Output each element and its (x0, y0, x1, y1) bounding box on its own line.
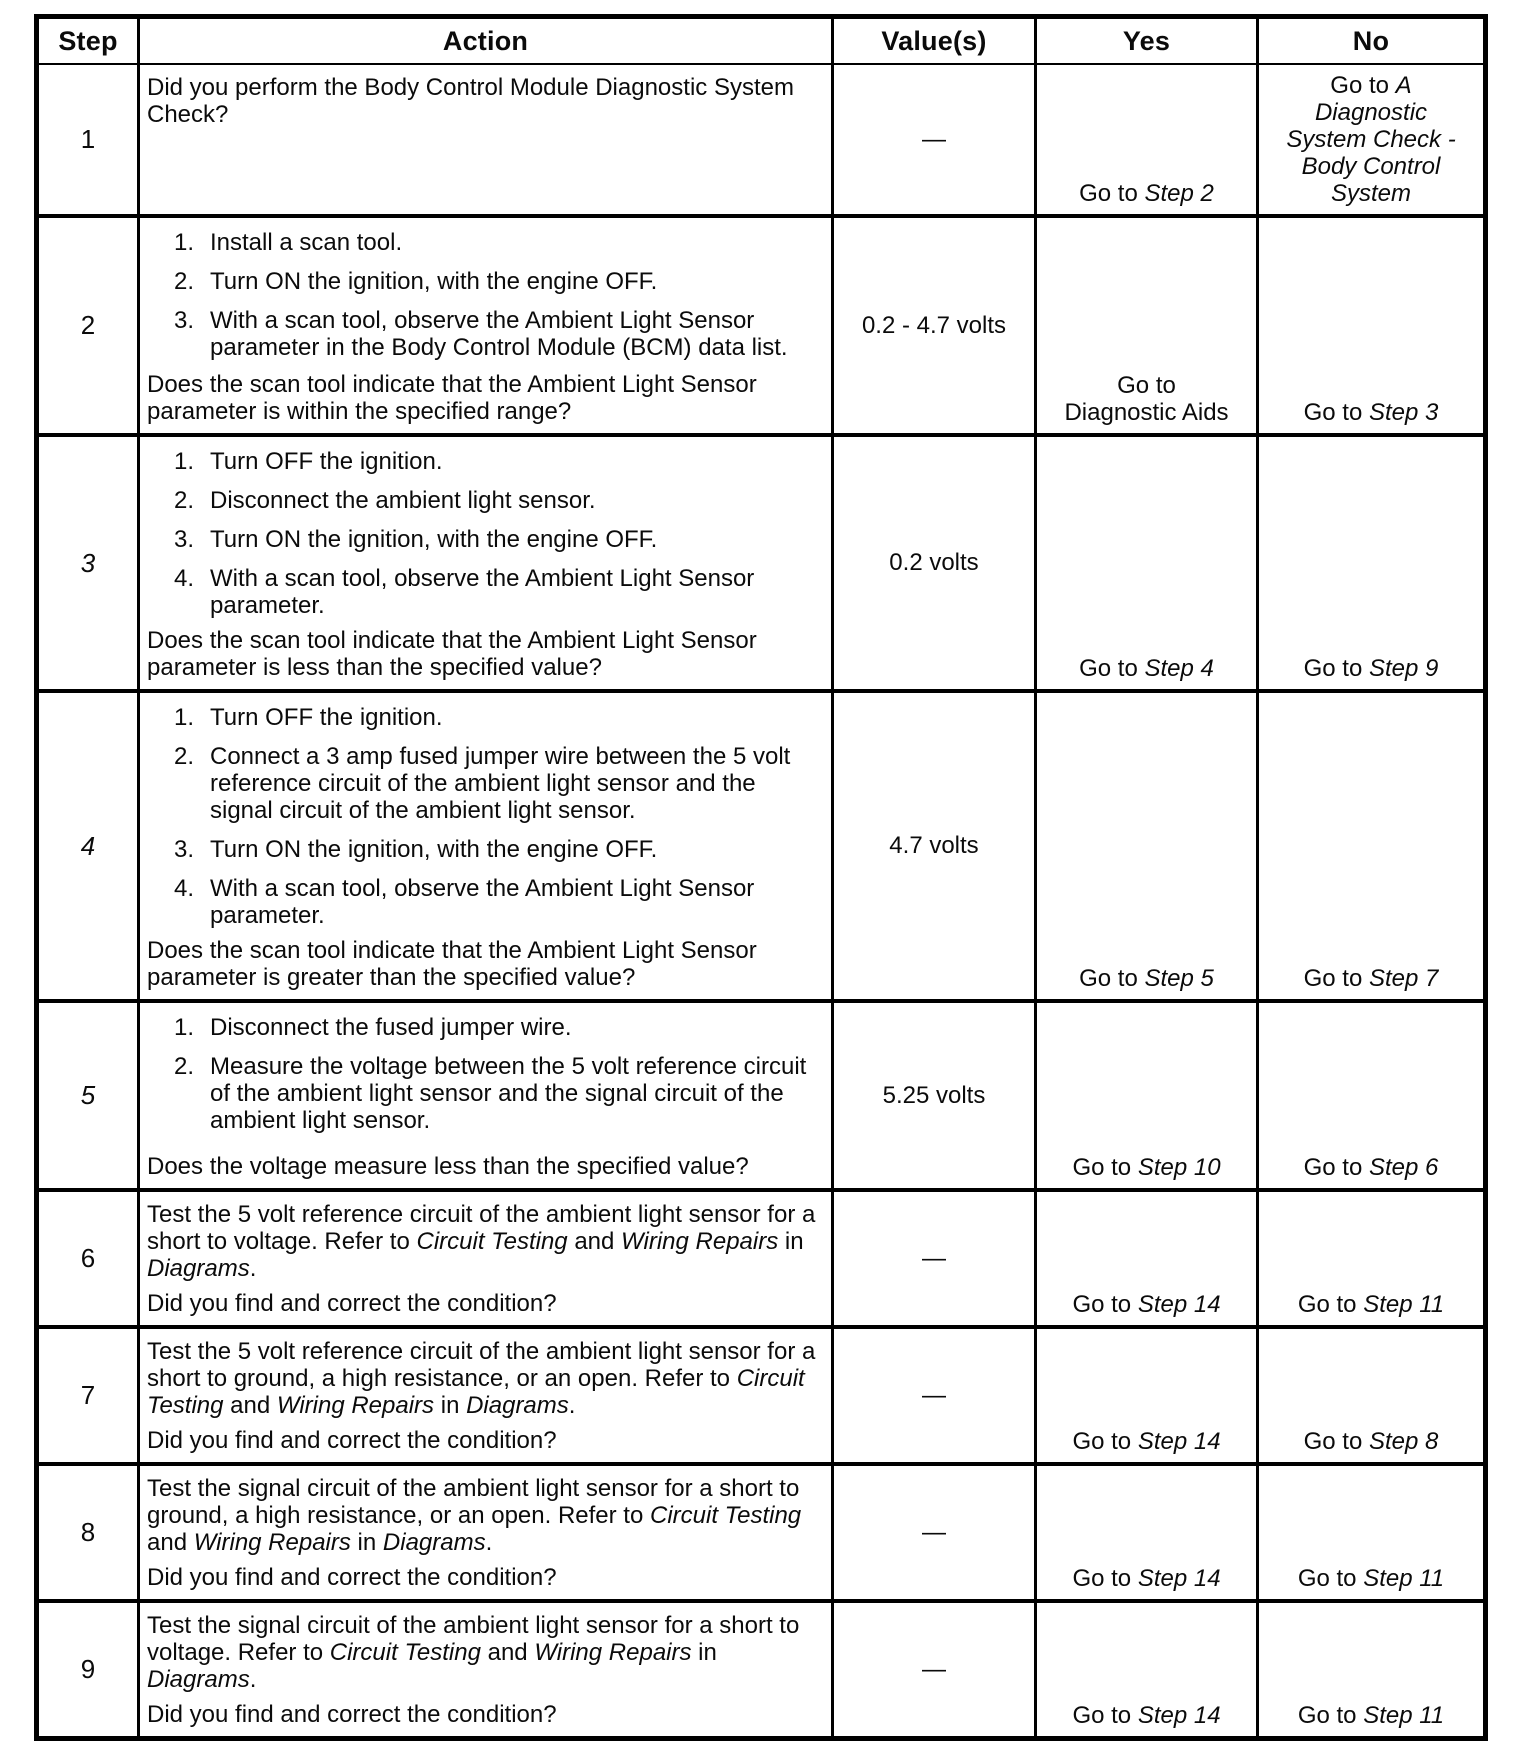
step-number: 8 (80, 1517, 96, 1547)
text-segment: in (778, 1228, 804, 1255)
text-segment: in (350, 1529, 383, 1556)
no-cell (1256, 65, 1483, 214)
step-number-cell (39, 437, 137, 689)
text-segment: Go to (1297, 1291, 1364, 1318)
text-segment: Step 5 (1144, 965, 1214, 992)
yes-cell (1034, 437, 1256, 689)
text-segment: Diagnostic (1314, 99, 1428, 126)
table-header-row (39, 19, 1483, 65)
table-row (39, 433, 1483, 689)
goto-text (1072, 1565, 1220, 1592)
table-row (39, 1188, 1483, 1325)
value-text: — (922, 1518, 946, 1546)
list-item-text (210, 448, 821, 475)
yes-cell (1034, 1603, 1256, 1736)
list-item-text (210, 229, 821, 256)
text-segment: in (434, 1392, 467, 1419)
list-item (147, 565, 821, 619)
action-cell (137, 218, 831, 433)
list-item-text (210, 1014, 821, 1041)
yes-cell (1034, 1466, 1256, 1599)
text-segment: Did you find and correct the condition? (147, 1564, 557, 1591)
list-item-text (210, 1053, 821, 1134)
column-header-values: Value(s) (831, 19, 1034, 63)
list-item-number: 1. (174, 704, 195, 731)
text-segment: Go to (1303, 1154, 1369, 1181)
step-number: 7 (80, 1380, 96, 1410)
no-cell (1256, 1603, 1483, 1736)
value-text: — (922, 125, 946, 153)
text-segment: Turn OFF the ignition. (210, 704, 443, 731)
table-row (39, 689, 1483, 999)
text-segment: Turn ON the ignition, with the engine OFF. (210, 268, 658, 295)
table-row (39, 1599, 1483, 1736)
action-paragraph (147, 627, 821, 681)
action-cell (137, 1603, 831, 1736)
text-segment: Does the voltage measure less than the specified value? (147, 1153, 749, 1180)
yes-cell (1034, 1329, 1256, 1462)
value-text: 0.2 volts (889, 549, 979, 576)
text-segment: With a scan tool, observe the Ambient Light Sensor parameter. (210, 565, 755, 619)
step-number-cell (39, 1329, 137, 1462)
list-item-text (210, 704, 821, 731)
step-number-cell (39, 1603, 137, 1736)
yes-cell (1034, 693, 1256, 999)
text-segment: Step 7 (1368, 965, 1439, 992)
value-cell (831, 1192, 1034, 1325)
goto-text (1286, 72, 1455, 207)
text-segment: Go to (1072, 1702, 1138, 1729)
list-item (147, 743, 821, 824)
action-cell (137, 693, 831, 999)
yes-cell (1034, 218, 1256, 433)
text-segment: Step 6 (1368, 1154, 1439, 1181)
text-segment: With a scan tool, observe the Ambient Light Sensor parameter. (210, 875, 755, 929)
text-segment: Step 10 (1137, 1154, 1221, 1181)
step-number: 9 (80, 1654, 96, 1684)
list-item-number: 3. (174, 526, 195, 553)
list-item-text (210, 836, 821, 863)
goto-text (1079, 965, 1214, 992)
table-row (39, 65, 1483, 214)
action-paragraph (147, 1153, 821, 1180)
value-cell (831, 1329, 1034, 1462)
no-cell (1256, 218, 1483, 433)
text-segment: Go to (1072, 1291, 1138, 1318)
yes-cell (1034, 65, 1256, 214)
text-segment: Go to (1072, 1428, 1138, 1455)
action-paragraph (147, 1564, 821, 1591)
text-segment: Did you find and correct the condition? (147, 1290, 557, 1317)
list-item-number: 1. (174, 448, 195, 475)
numbered-list (147, 448, 821, 619)
text-segment: Diagrams (147, 1666, 250, 1693)
goto-text (1304, 965, 1439, 992)
text-segment: Connect a 3 amp fused jumper wire between the 5 volt reference circuit of the ambient light sensor and the signal circuit of the ambient light sensor. (210, 743, 791, 824)
step-number-cell (39, 1466, 137, 1599)
diagnostic-table (34, 14, 1488, 1741)
step-number-cell (39, 65, 137, 214)
action-paragraph (147, 1475, 821, 1556)
step-number-cell (39, 1003, 137, 1188)
action-paragraph (147, 1612, 821, 1693)
no-cell (1256, 1192, 1483, 1325)
text-segment: Wiring Repairs (276, 1392, 435, 1419)
text-segment: Go to (1303, 1428, 1369, 1455)
action-cell (137, 1329, 831, 1462)
yes-cell (1034, 1192, 1256, 1325)
list-item-text (210, 487, 821, 514)
text-segment: Disconnect the ambient light sensor. (210, 487, 596, 514)
list-item-text (210, 875, 821, 929)
text-segment: A (1395, 72, 1412, 99)
goto-text (1072, 1291, 1220, 1318)
text-segment: Does the scan tool indicate that the Ambient Light Sensor parameter is within the specified range? (147, 371, 757, 425)
text-segment: Test the 5 volt reference circuit of the ambient light sensor for a short to ground, a high resistance, or an open. Refer to (147, 1338, 816, 1392)
text-segment: Disconnect the fused jumper wire. (210, 1014, 572, 1041)
table-row (39, 214, 1483, 433)
list-item-text (210, 743, 821, 824)
goto-text (1079, 655, 1214, 682)
list-item (147, 487, 821, 514)
action-paragraph (147, 1338, 821, 1419)
list-item (147, 836, 821, 863)
list-item-number: 2. (174, 743, 195, 770)
list-item-text (210, 526, 821, 553)
goto-text (1298, 1702, 1444, 1729)
no-cell (1256, 1466, 1483, 1599)
text-segment: Diagrams (466, 1392, 569, 1419)
list-item (147, 875, 821, 929)
action-cell (137, 1192, 831, 1325)
text-segment: Circuit Testing (329, 1639, 481, 1666)
table-row (39, 999, 1483, 1188)
text-segment: and (567, 1228, 622, 1255)
text-segment: Go to (1079, 655, 1145, 682)
goto-text (1064, 372, 1228, 426)
value-cell (831, 1003, 1034, 1188)
text-segment: Step 14 (1137, 1702, 1221, 1729)
value-cell (831, 1603, 1034, 1736)
text-segment: and (223, 1392, 277, 1419)
text-segment: Measure the voltage between the 5 volt reference circuit of the ambient light sensor and the signal circuit of the ambient light sensor. (210, 1053, 807, 1134)
step-number: 2 (80, 310, 96, 340)
text-segment: Body Control (1301, 153, 1441, 180)
text-segment: . (485, 1529, 493, 1556)
list-item-number: 4. (174, 875, 195, 902)
goto-text (1298, 1291, 1444, 1318)
step-number: 4 (80, 830, 96, 861)
text-segment: Turn ON the ignition, with the engine OFF. (210, 836, 658, 863)
text-segment: Does the scan tool indicate that the Ambient Light Sensor parameter is less than the specified value? (147, 627, 757, 681)
text-segment: Circuit Testing (147, 1365, 805, 1419)
value-cell (831, 1466, 1034, 1599)
text-segment: Turn OFF the ignition. (210, 448, 443, 475)
step-number: 6 (80, 1243, 96, 1273)
action-paragraph (147, 1427, 821, 1454)
action-cell (137, 1466, 831, 1599)
list-item-number: 2. (174, 1053, 195, 1080)
text-segment: Wiring Repairs (534, 1639, 692, 1666)
goto-text (1072, 1428, 1220, 1455)
text-segment: Wiring Repairs (621, 1228, 779, 1255)
text-segment: Go to (1297, 1565, 1364, 1592)
value-cell (831, 218, 1034, 433)
text-segment: Go to (1303, 965, 1369, 992)
list-item-number: 3. (174, 836, 195, 863)
text-segment: Diagrams (147, 1255, 250, 1282)
action-cell (137, 1003, 831, 1188)
text-segment: Step 14 (1137, 1565, 1221, 1592)
list-item (147, 448, 821, 475)
text-segment: Go to (1303, 655, 1369, 682)
text-segment: Step 3 (1368, 399, 1439, 426)
text-segment: Go to (1072, 1565, 1138, 1592)
value-text: — (922, 1381, 946, 1409)
text-segment: . (568, 1392, 576, 1419)
step-number: 1 (80, 124, 96, 154)
list-item (147, 704, 821, 731)
text-segment: Go to (1079, 180, 1145, 207)
list-item-text (210, 565, 821, 619)
list-item (147, 1014, 821, 1041)
table-row (39, 1462, 1483, 1599)
goto-text (1304, 655, 1439, 682)
list-item-number: 3. (174, 307, 195, 334)
column-header-no: No (1256, 19, 1483, 63)
text-segment: in (691, 1639, 717, 1666)
list-item-number: 2. (174, 487, 195, 514)
text-segment: Test the 5 volt reference circuit of the ambient light sensor for a short to voltage. Refer to (147, 1201, 816, 1255)
goto-text (1298, 1565, 1444, 1592)
value-text: — (922, 1244, 946, 1272)
step-number: 5 (80, 1080, 96, 1110)
goto-text (1304, 1428, 1439, 1455)
list-item (147, 526, 821, 553)
numbered-list (147, 229, 821, 361)
list-item (147, 268, 821, 295)
action-paragraph (147, 1701, 821, 1728)
text-segment: Turn ON the ignition, with the engine OFF. (210, 526, 658, 553)
text-segment: Step 4 (1144, 655, 1214, 682)
value-text: 5.25 volts (882, 1081, 986, 1109)
text-segment: Go to (1303, 399, 1369, 426)
action-paragraph (147, 74, 821, 128)
text-segment: Go to (1330, 72, 1396, 99)
list-item (147, 229, 821, 256)
goto-text (1304, 399, 1439, 426)
list-item-number: 4. (174, 565, 195, 592)
action-paragraph (147, 371, 821, 425)
list-item-number: 2. (174, 268, 195, 295)
text-segment: Step 2 (1144, 180, 1214, 207)
step-number: 3 (80, 547, 96, 578)
text-segment: Step 11 (1363, 1702, 1445, 1729)
text-segment: Go to (1117, 372, 1176, 399)
list-item-text (210, 307, 821, 361)
value-cell (831, 437, 1034, 689)
goto-text (1304, 1154, 1439, 1181)
value-text: — (922, 1655, 946, 1683)
text-segment: Circuit Testing (416, 1228, 568, 1255)
text-segment: Did you find and correct the condition? (147, 1427, 557, 1454)
no-cell (1256, 1003, 1483, 1188)
list-item-text (210, 268, 821, 295)
text-segment: Test the signal circuit of the ambient light sensor for a short to ground, a high resistance, or an open. Refer to (147, 1475, 800, 1529)
value-text: 4.7 volts (889, 832, 979, 859)
value-cell (831, 693, 1034, 999)
text-segment: With a scan tool, observe the Ambient Light Sensor parameter in the Body Control Module (BCM) data list. (210, 307, 788, 361)
yes-cell (1034, 1003, 1256, 1188)
text-segment: Wiring Repairs (193, 1529, 351, 1556)
no-cell (1256, 693, 1483, 999)
text-segment: Circuit Testing (649, 1502, 802, 1529)
text-segment: and (480, 1639, 535, 1666)
list-item (147, 1053, 821, 1134)
step-number-cell (39, 1192, 137, 1325)
text-segment: Step 8 (1368, 1428, 1439, 1455)
step-number-cell (39, 218, 137, 433)
value-text: 0.2 - 4.7 volts (861, 311, 1007, 339)
numbered-list (147, 1014, 821, 1134)
action-cell (137, 65, 831, 214)
text-segment: Did you perform the Body Control Module Diagnostic System Check? (147, 74, 794, 128)
text-segment: and (147, 1529, 194, 1556)
text-segment: Diagnostic Aids (1064, 399, 1229, 426)
text-segment: . (249, 1666, 257, 1693)
numbered-list (147, 704, 821, 929)
column-header-yes: Yes (1034, 19, 1256, 63)
list-item-number: 1. (174, 229, 195, 256)
text-segment: Test the signal circuit of the ambient light sensor for a short to voltage. Refer to (147, 1612, 800, 1666)
text-segment: Go to (1072, 1154, 1138, 1181)
text-segment: Step 11 (1363, 1291, 1445, 1318)
text-segment: Go to (1079, 965, 1145, 992)
step-number-cell (39, 693, 137, 999)
text-segment: Step 9 (1368, 655, 1439, 682)
goto-text (1079, 180, 1214, 207)
text-segment: Did you find and correct the condition? (147, 1701, 557, 1728)
value-cell (831, 65, 1034, 214)
text-segment: Does the scan tool indicate that the Ambient Light Sensor parameter is greater than the specified value? (147, 937, 757, 991)
column-header-step: Step (58, 25, 118, 56)
action-paragraph (147, 1201, 821, 1282)
goto-text (1072, 1154, 1220, 1181)
text-segment: Diagrams (382, 1529, 486, 1556)
text-segment: . (249, 1255, 257, 1282)
text-segment: Install a scan tool. (210, 229, 403, 256)
table-row (39, 1325, 1483, 1462)
action-cell (137, 437, 831, 689)
column-header-action: Action (137, 19, 831, 63)
list-item (147, 307, 821, 361)
text-segment: Step 11 (1363, 1565, 1445, 1592)
text-segment: Step 14 (1137, 1428, 1221, 1455)
action-paragraph (147, 937, 821, 991)
text-segment: Step 14 (1137, 1291, 1221, 1318)
list-item-number: 1. (174, 1014, 195, 1041)
action-paragraph (147, 1290, 821, 1317)
no-cell (1256, 437, 1483, 689)
scanned-page (34, 14, 1488, 1741)
no-cell (1256, 1329, 1483, 1462)
text-segment: System (1330, 180, 1411, 207)
text-segment: System Check - (1286, 126, 1456, 153)
text-segment: Go to (1297, 1702, 1364, 1729)
goto-text (1072, 1702, 1220, 1729)
